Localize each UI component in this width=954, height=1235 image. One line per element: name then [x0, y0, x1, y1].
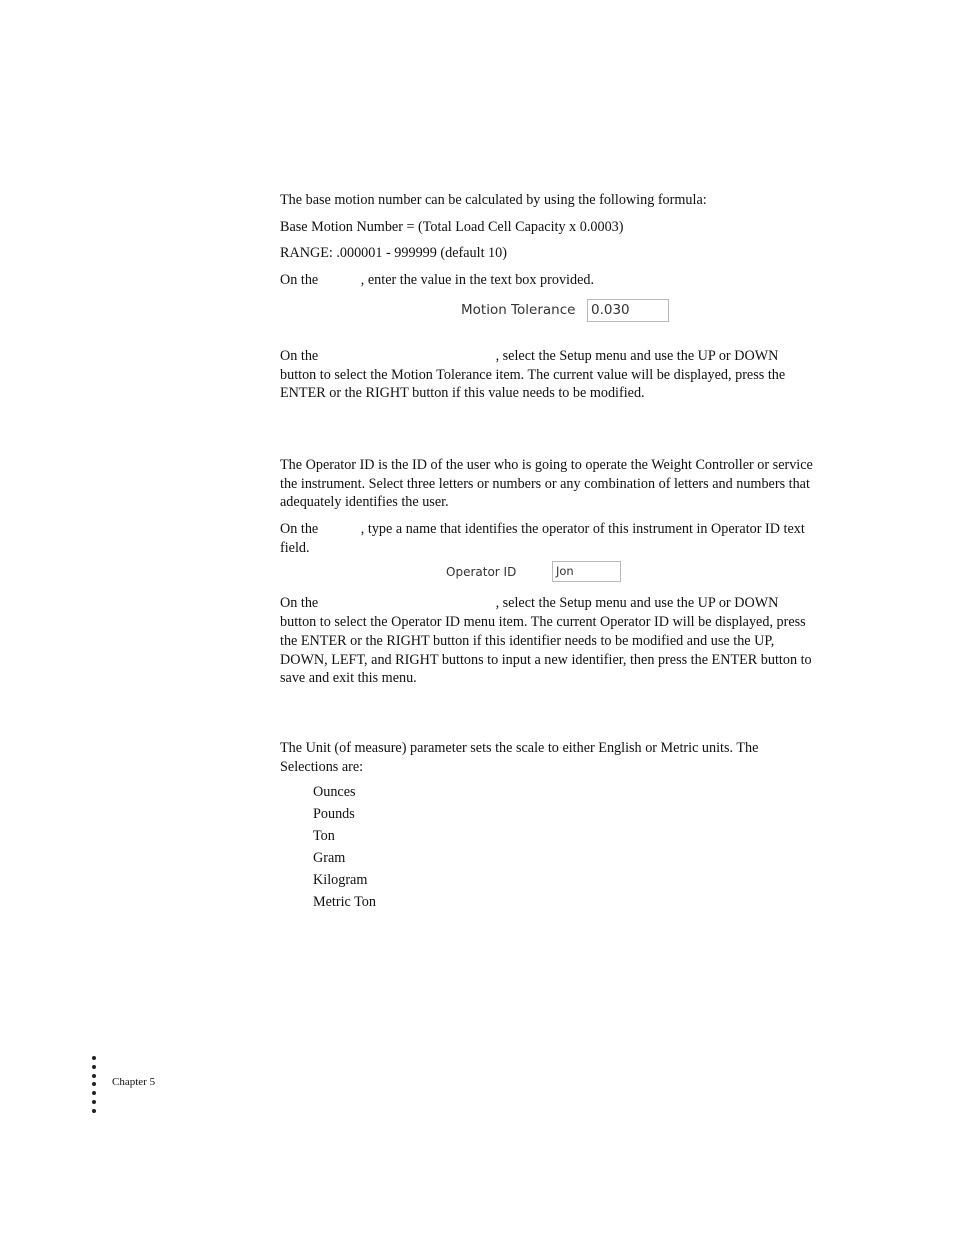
- operator-id-figure: [280, 561, 815, 582]
- operator-id-description: The Operator ID is the ID of the user who is going to operate the Weight Controller or service the instrument. Select three letters or numbers or any combination of letters and numbers that adequately identifies the user.: [280, 456, 813, 511]
- unit-option-kilogram: Kilogram: [313, 872, 368, 889]
- motion-tolerance-label: Motion Tolerance: [461, 301, 576, 318]
- operator-id-input[interactable]: Jon: [552, 561, 621, 582]
- footer-dots-decoration: [92, 1056, 98, 1118]
- unit-options-list: [280, 783, 815, 915]
- formula-text: Base Motion Number = (Total Load Cell Capacity x 0.0003): [280, 218, 624, 235]
- chapter-label: Chapter 5: [112, 1076, 156, 1088]
- unit-option-ounces: Ounces: [313, 784, 356, 801]
- motion-tolerance-input[interactable]: 0.030: [587, 299, 669, 322]
- operator-front-panel-instruction: On the , select the Setup menu and use the UP or DOWN button to select the Operator ID menu item. The current Operator ID will be displayed, press the ENTER or the RIGHT button if this identifier needs to be modified and use the UP, DOWN, LEFT, and RIGHT buttons to input a new identifier, then press the ENTER button to save and exit this menu.: [280, 595, 816, 687]
- operator-id-label: Operator ID: [446, 565, 517, 580]
- motion-front-panel-instruction: On the , select the Setup menu and use the UP or DOWN button to select the Motion Tolerance item. The current value will be displayed, press the ENTER or the RIGHT button if this value needs to be modified.: [280, 347, 789, 402]
- range-text: RANGE: .000001 - 999999 (default 10): [280, 245, 507, 262]
- unit-option-ton: Ton: [313, 828, 335, 845]
- page-content: [280, 191, 815, 915]
- unit-description: The Unit (of measure) parameter sets the scale to either English or Metric units. The Selections are:: [280, 739, 759, 775]
- unit-option-gram: Gram: [313, 850, 346, 867]
- unit-option-pounds: Pounds: [313, 806, 355, 823]
- formula-intro: The base motion number can be calculated by using the following formula:: [280, 192, 707, 208]
- motion-web-instruction: On the , enter the value in the text box provided.: [280, 272, 595, 289]
- operator-web-instruction: On the , type a name that identifies the operator of this instrument in Operator ID text field.: [280, 521, 809, 556]
- motion-tolerance-figure: [280, 299, 815, 322]
- unit-option-metric-ton: Metric Ton: [313, 894, 376, 911]
